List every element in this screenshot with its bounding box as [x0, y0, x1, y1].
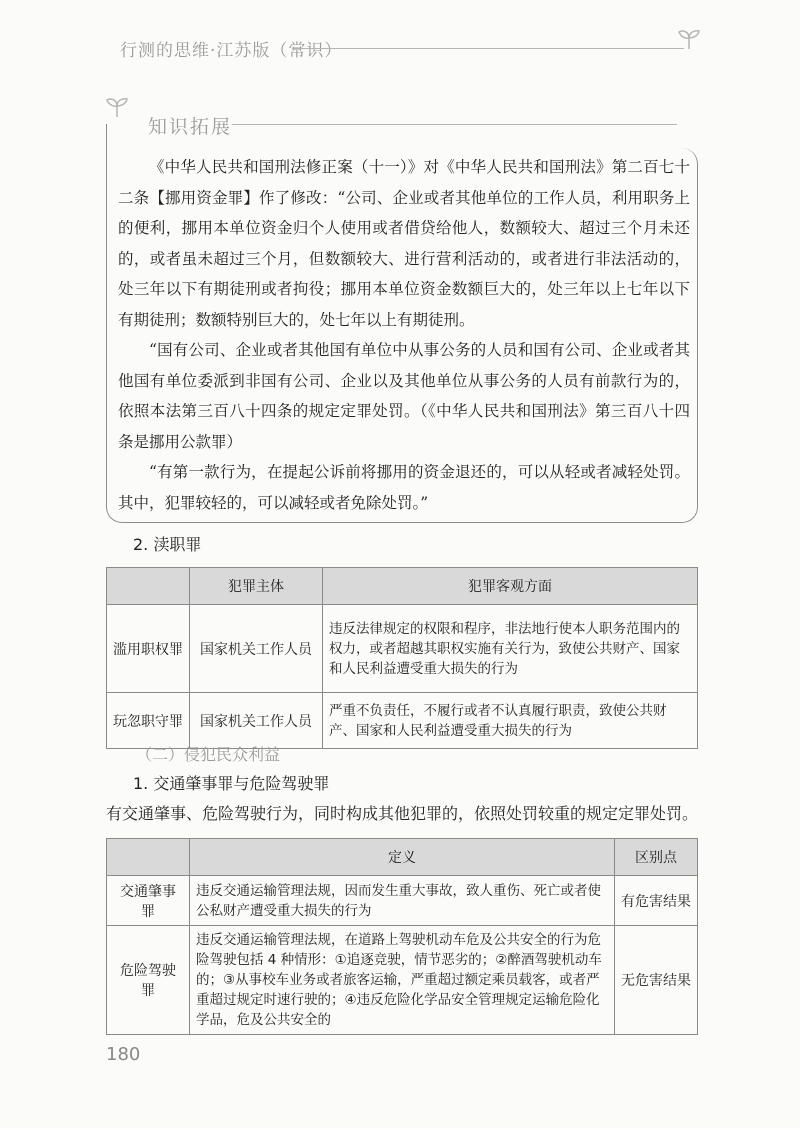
crime-subject: 国家机关工作人员	[190, 693, 323, 749]
crime-name: 滥用职权罪	[107, 605, 190, 693]
crime-name: 玩忽职守罪	[107, 693, 190, 749]
part-heading: （二）侵犯民众利益	[136, 745, 281, 764]
table-row	[107, 605, 698, 693]
crime-diff: 无危害结果	[615, 926, 698, 1035]
crime-name: 危险驾驶罪	[107, 926, 190, 1035]
sprout-icon	[104, 96, 130, 118]
crime-definition: 违反交通运输管理法规，因而发生重大事故，致人重伤、死亡或者使公私财产遭受重大损失的行为	[190, 876, 615, 926]
table-header-row	[107, 568, 698, 605]
table-header-cell	[107, 839, 190, 876]
knowledge-paragraph: 《中华人民共和国刑法修正案（十一）》对《中华人民共和国刑法》第二百七十二条【挪用资金罪】作了修改：“公司、企业或者其他单位的工作人员，利用职务上的便利，挪用本单位资金归个人使用或者借贷给他人，数额较大、超过三个月未还的，或者虽未超过三个月，但数额较大、进行营利活动的，或者进行非法活动的，处三年以下有期徒刑或者拘役；挪用本单位资金数额巨大的，处三年以上七年以下有期徒刑；数额特别巨大的，处七年以上有期徒刑。	[118, 158, 690, 329]
dereliction-table	[106, 567, 698, 749]
table-row	[107, 926, 698, 1035]
table-header-cell: 犯罪客观方面	[323, 568, 698, 605]
table-header-row	[107, 839, 698, 876]
crime-diff: 有危害结果	[615, 876, 698, 926]
page-number: 180	[106, 1044, 141, 1065]
knowledge-box-corner	[106, 124, 131, 149]
knowledge-paragraph: “国有公司、企业或者其他国有单位中从事公务的人员和国有公司、企业或者其他国有单位委派到非国有公司、企业以及其他单位从事公务的人员有前款行为的，依照本法第三百八十四条的规定定罪处罚。（《中华人民共和国刑法》第三百八十四条是挪用公款罪）	[118, 341, 690, 451]
knowledge-box-rule	[232, 124, 677, 125]
crime-definition: 违反交通运输管理法规，在道路上驾驶机动车危及公共安全的行为危险驾驶包括 4 种情形：①追逐竞驶，情节恶劣的；②醉酒驾驶机动车的；③从事校车业务或者旅客运输，严重超过额定乘员载客，或者严重超过规定时速行驶的；④违反危险化学品安全管理规定运输危险化学品，危及公共安全的	[190, 926, 615, 1035]
knowledge-paragraph: “有第一款行为，在提起公诉前将挪用的资金退还的，可以从轻或者减轻处罚。其中，犯罪较轻的，可以减轻或者免除处罚。”	[118, 463, 690, 512]
header-rule	[292, 48, 684, 49]
table-row	[107, 876, 698, 926]
table-header-cell: 定义	[190, 839, 615, 876]
table-header-cell	[107, 568, 190, 605]
crime-objective: 严重不负责任，不履行或者不认真履行职责，致使公共财产、国家和人民利益遭受重大损失的行为	[323, 693, 698, 749]
knowledge-box-text	[118, 152, 690, 518]
intro-text: 有交通肇事、危险驾驶行为，同时构成其他犯罪的，依照处罚较重的规定定罪处罚。	[106, 804, 699, 823]
traffic-crime-table	[106, 838, 698, 1035]
table-header-cell: 犯罪主体	[190, 568, 323, 605]
knowledge-box-label: 知识拓展	[148, 116, 233, 138]
table-row	[107, 693, 698, 749]
crime-name: 交通肇事罪	[107, 876, 190, 926]
sprout-icon	[676, 28, 702, 50]
crime-subject: 国家机关工作人员	[190, 605, 323, 693]
section-title: 1. 交通肇事罪与危险驾驶罪	[133, 774, 330, 793]
running-header: 行测的思维·江苏版（常识）	[120, 41, 343, 61]
crime-objective: 违反法律规定的权限和程序，非法地行使本人职务范围内的权力，或者超越其职权实施有关行为，致使公共财产、国家和人民利益遭受重大损失的行为	[323, 605, 698, 693]
section-title: 2. 渎职罪	[133, 535, 202, 554]
table-header-cell: 区别点	[615, 839, 698, 876]
